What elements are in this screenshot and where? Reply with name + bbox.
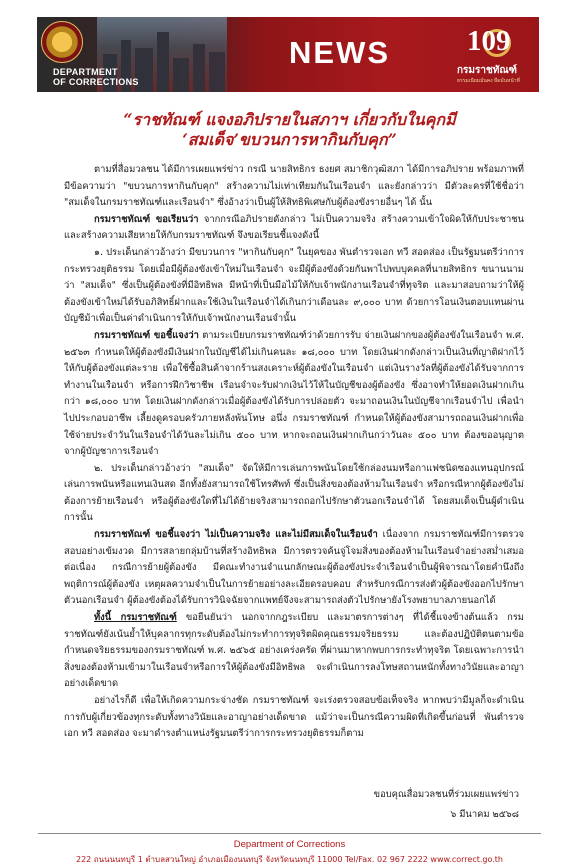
header-banner [37, 17, 539, 92]
paragraph-point-1: ๑. ประเด็นกล่าวอ้างว่า มีขบวนการ "หากินกับคุก" ในยุคของ พันตำรวจเอก ทวี สอดส่อง เป็นรัฐมนตรีว่าการกระทรวงยุติธรรม โดยเมื่อมีผู้ต้องขังเข้าใหม่ในเรือนจำ จะมีผู้ต้องขังด้วยกันพาไปพบบุคคลที่นายสิทธิกร ขนานนามว่า "สมเด็จ" ซึ่งเป็นผู้ต้องขังที่มีอิทธิพล มีหน้าที่เป็นมือไม้ให้กับเจ้าพนักงานเรือนจำที่ทุจริต และมาสอบถามว่าให้ผู้ต้องขังเข้าใหม่ได้รับอภิสิทธิ์ฝากและใช้เงินในเรือนจำได้เกินกว่าเดือนละ ๙,๐๐๐ บาท ด้วยการโอนเงินตอบแทนผ่านบัญชีม้าเพื่อเป็นค่าดำเนินการให้กับเจ้าพนักงานเรือนจำนั้น [64, 246, 524, 325]
paragraph-affirm-text: ขอยืนยันว่า นอกจากกฎระเบียบ และมาตรการต่างๆ ที่ได้ชี้แจงข้างต้นแล้ว กรมราชทัณฑ์ยังเน้นย้ำให้บุคลากรทุกระดับต้องไม่กระทำการทุจริตผิดคุณธรรมจริยธรรม และต้องปฏิบัติตนตามข้อกำหนดจริยธรรมของกรมราชทัณฑ์ พ.ศ. ๒๕๖๕ อย่างเคร่งครัด ที่ผ่านมาหากพบการกระทำทุจริต โดยเฉพาะการนำสิ่งของต้องห้ามเข้ามาในเรือนจำหรือการให้ผู้ต้องขังมีอิทธิพล จะดำเนินการลงโทษสถานหนักทั้งทางวินัยและอาญาอย่างเด็ดขาด [64, 612, 524, 690]
paragraph-affirm-lead: ทั้งนี้ กรมราชทัณฑ์ [94, 612, 177, 624]
paragraph-response-text: จากกรณีอภิปรายดังกล่าว ไม่เป็นความจริง สร้างความเข้าใจผิดให้กับประชาชน และสร้างความเสียหายให้กับกรมราชทัณฑ์ จึงขอเรียนชี้แจงดังนี้ [64, 213, 525, 242]
department-name-line1: DEPARTMENT [53, 67, 118, 77]
paragraph-clarify-2-lead: กรมราชทัณฑ์ ขอชี้แจงว่า ไม่เป็นความจริง และไม่มีสมเด็จในเรือนจำ [94, 529, 378, 541]
department-name [53, 67, 139, 87]
paragraph-point-2: ๒. ประเด็นกล่าวอ้างว่า "สมเด็จ" จัดให้มีการเล่นการพนันโดยใช้กล่องนมหรือกาแฟชนิดซองแทนอุปกรณ์เล่นการพนันหรือแทนเงินสด อีกทั้งยังสามารถใช้โทรศัพท์ ซึ่งเป็นสิ่งของต้องห้ามในเรือนจำ หรือกรณีหากผู้ต้องขังไม่ต้องการย้ายเรือนจำ หรือผู้ต้องขังใดที่ไม่ได้ย้ายจริงสามารถถอกไปรักษาตัวนอกเรือนจำได้ โดยสมเด็จเป็นผู้ดำเนินการนั้น [64, 462, 524, 524]
footer-divider [38, 833, 541, 834]
anniversary-subtitle: ธรรมเนียมมั่นคง ยึดมั่นหน้าที่ [457, 78, 520, 84]
paragraph-conclusion: อย่างไรก็ดี เพื่อให้เกิดความกระจ่างชัด กรมราชทัณฑ์ จะเร่งตรวจสอบข้อเท็จจริง หากพบว่ามีมูลก็จะดำเนินการกับผู้เกี่ยวข้องทุกระดับทั้งทางวินัยและอาญาอย่างเด็ดขาด แม้ว่าจะเป็นกรณีความผิดที่เกิดขึ้นก่อนที่ พันตำรวจเอก ทวี สอดส่อง จะมาดำรงตำแหน่งรัฐมนตรีว่าการกระทรวงยุติธรรมก็ตาม [64, 695, 524, 740]
paragraph-clarify-1-lead: กรมราชทัณฑ์ ขอชี้แจงว่า [94, 329, 199, 341]
release-date: ๖ มีนาคม ๒๕๖๘ [450, 809, 519, 820]
paragraph-affirm [64, 610, 524, 693]
thanks-line: ขอบคุณสื่อมวลชนที่ร่วมเผยแพร่ข่าว [373, 789, 519, 800]
paragraph-intro: ตามที่สื่อมวลชน ได้มีการเผยแพร่ข่าว กรณี นายสิทธิกร ธงยศ สมาชิกวุฒิสภา ได้มีการอภิปราย พร้อมภาพที่มีข้อความว่า "ขบวนการหากินกับคุก" สร้างความไม่เท่าเทียมกันในเรือนจำ และยังกล่าวว่า มีตัวละครที่ใช้ชื่อว่า "สมเด็จในกรมราชทัณฑ์และเรือนจำ" ซึ่งอ้างว่าเป็นผู้ให้สิทธิพิเศษกับผู้ต้องขังรายอื่นๆ ได้ นั้น [64, 164, 524, 209]
paragraph-clarify-1-text: ตามระเบียบกรมราชทัณฑ์ว่าด้วยการรับ จ่ายเงินฝากของผู้ต้องขังในเรือนจำ พ.ศ. ๒๕๖๓ กำหนดให้ผู้ต้องขังมีเงินฝากในบัญชีได้ไม่เกินคนละ ๑๘,๐๐๐ บาท โดยเงินฝากดังกล่าวเป็นเงินที่ญาติฝากไว้ให้กับผู้ต้องขังแต่ละราย เพื่อใช้ซื้อสินค้าจากร้านสงเคราะห์ผู้ต้องขังในเรือนจำ แต่เงินรางวัลที่ผู้ต้องขังได้รับจากการทำงานในเรือนจำ หรือการฝึกวิชาชีพ เรือนจำจะรับฝากเงินไว้ให้ในบัญชีของผู้ต้องขัง ซึ่งอาจทำให้ยอดเงินฝากเกินกว่า ๑๘,๐๐๐ บาท โดยเงินฝากดังกล่าวเมื่อผู้ต้องขังได้รับการปล่อยตัว จะมาถอนเงินในบัญชีจากเรือนจำไป เพื่อนำไปประกอบอาชีพ เลี้ยงดูครอบครัวภายหลังพ้นโทษ อนึ่ง กรมราชทัณฑ์ กำหนดให้ผู้ต้องขังสามารถถอนเงินฝากเพื่อใช้จ่ายประจำวันในเรือนจำได้วันละไม่เกิน ๕๐๐ บาท หากจะถอนเงินฝากเกินกว่าวันละ ๕๐๐ บาท ต้องขออนุญาตจากผู้บัญชาการเรือนจำ [64, 329, 524, 458]
department-name-line2: OF CORRECTIONS [53, 77, 139, 87]
paragraph-clarify-2-text: เนื่องจาก กรมราชทัณฑ์มีการตรวจสอบอย่างเข้มงวด มีการสลายกลุ่มบ้านที่สร้างอิทธิพล มีการตรวจค้นจู่โจมสิ่งของต้องห้ามในเรือนจำอย่างสม่ำเสมอ ต่อเนื่อง กรณีการย้ายผู้ต้องขัง มีคณะทำงานจำแนกลักษณะผู้ต้องขังประจำเรือนจำเป็นผู้พิจารณาโดยคำนึงถึงพฤติการณ์ผู้ต้องขัง เหตุผลความจำเป็นในการย้ายอย่างละเอียดรอบคอบ สำหรับกรณีการส่งตัวผู้ต้องขังออกไปรักษาตัวนอกเรือนจำ ผู้ต้องขังต้องได้รับการวินิจฉัยจากแพทย์จึงจะสามารถส่งตัวไปรักษายังโรงพยาบาลภายนอกได้ [64, 529, 525, 607]
footer-address: 222 ถนนนนทบุรี 1 ตำบลสวนใหญ่ อำเภอเมืองนนทบุรี จังหวัดนนทบุรี 11000 Tel/Fax. 02 967 2222 www.correct.go.th [75, 855, 503, 864]
footer-dept-name: Department of Corrections [233, 839, 346, 850]
headline-line1: “ราชทัณฑ์ แจงอภิปรายในสภาฯ เกี่ยวกับในคุกมี [123, 110, 456, 129]
news-label: NEWS [289, 35, 390, 70]
paragraph-clarify-2 [64, 527, 524, 610]
paragraph-clarify-1 [64, 328, 524, 461]
department-seal-icon [41, 21, 83, 63]
paragraph-response [64, 212, 524, 245]
anniversary-logo [453, 23, 533, 86]
anniversary-number: 109 [467, 25, 511, 57]
paragraph-response-lead: กรมราชทัณฑ์ ขอเรียนว่า [94, 213, 199, 225]
press-release-body [64, 162, 524, 743]
anniversary-dept-name: กรมราชทัณฑ์ [457, 65, 517, 76]
headline-line2: ‘สมเด็จ’ขบวนการหากินกับคุก” [182, 130, 397, 149]
